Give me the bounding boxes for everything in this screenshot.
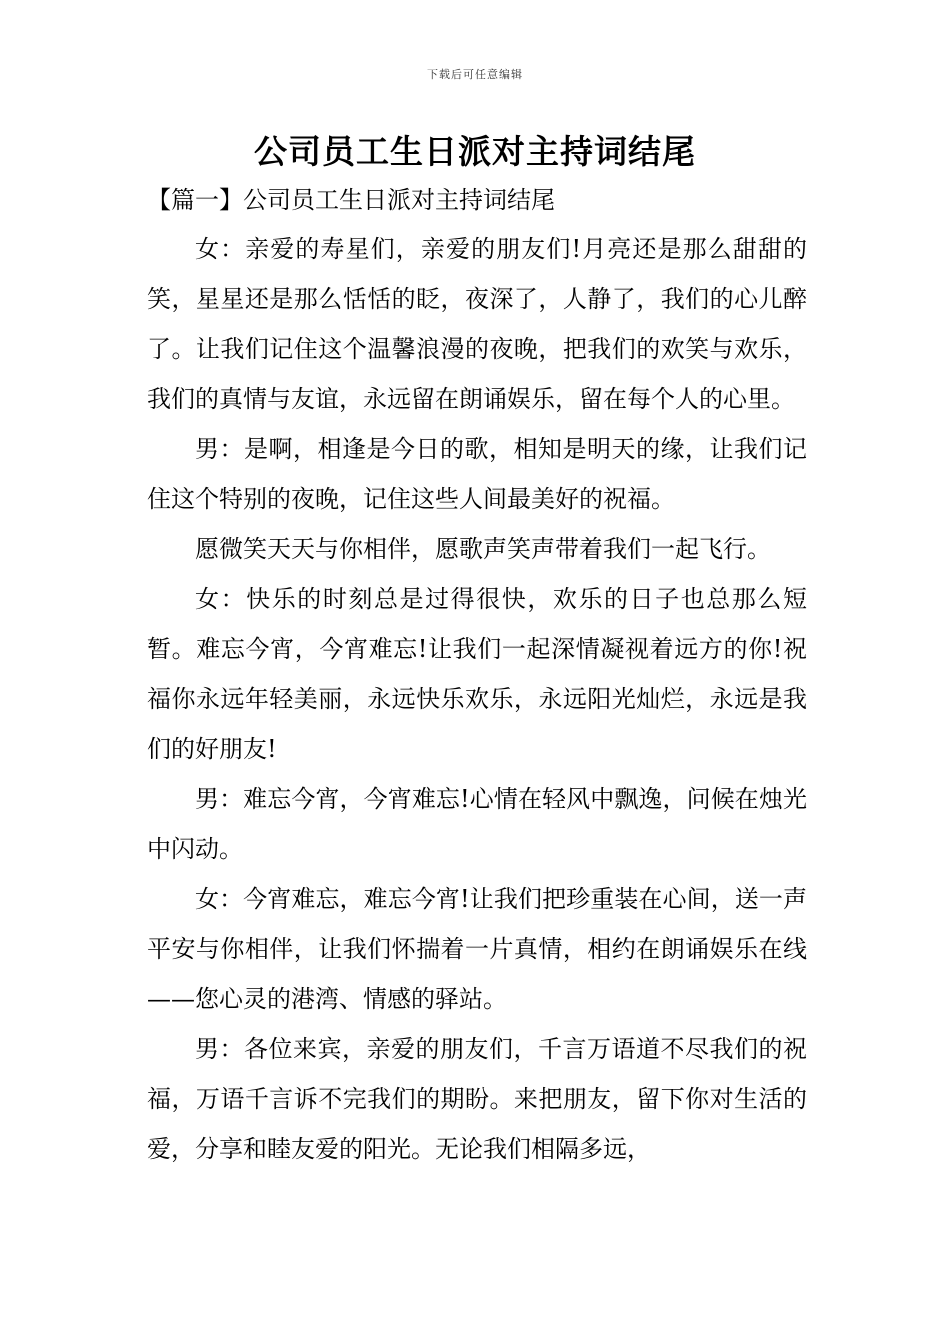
- paragraph: 女：快乐的时刻总是过得很快，欢乐的日子也总那么短暂。难忘今宵，今宵难忘!让我们一起深情凝视着远方的你!祝福你永远年轻美丽，永远快乐欢乐，永远阳光灿烂，永远是我们的好朋友!: [147, 585, 807, 763]
- paragraph: 男：难忘今宵，今宵难忘!心情在轻风中飘逸，问候在烛光中闪动。: [147, 785, 807, 863]
- document-title: 公司员工生日派对主持词结尾: [254, 132, 696, 171]
- paragraph: 愿微笑天天与你相伴，愿歌声笑声带着我们一起飞行。: [195, 535, 771, 563]
- paragraph: 女：今宵难忘，难忘今宵!让我们把珍重装在心间，送一声平安与你相伴，让我们怀揣着一片真情，相约在朗诵娱乐在线——您心灵的港湾、情感的驿站。: [147, 885, 807, 1013]
- section-heading: 【篇一】公司员工生日派对主持词结尾: [147, 186, 555, 214]
- header-note: 下载后可任意编辑: [427, 68, 523, 81]
- document-body: [147, 224, 807, 1174]
- paragraph: 男：各位来宾，亲爱的朋友们，千言万语道不尽我们的祝福，万语千言诉不完我们的期盼。来把朋友，留下你对生活的爱，分享和睦友爱的阳光。无论我们相隔多远，: [147, 1035, 807, 1163]
- paragraph: 女：亲爱的寿星们，亲爱的朋友们!月亮还是那么甜甜的笑，星星还是那么恬恬的眨，夜深了，人静了，我们的心儿醉了。让我们记住这个温馨浪漫的夜晚，把我们的欢笑与欢乐，我们的真情与友谊，永远留在朗诵娱乐，留在每个人的心里。: [147, 235, 807, 413]
- paragraph: 男：是啊，相逢是今日的歌，相知是明天的缘，让我们记住这个特别的夜晚，记住这些人间最美好的祝福。: [147, 435, 807, 513]
